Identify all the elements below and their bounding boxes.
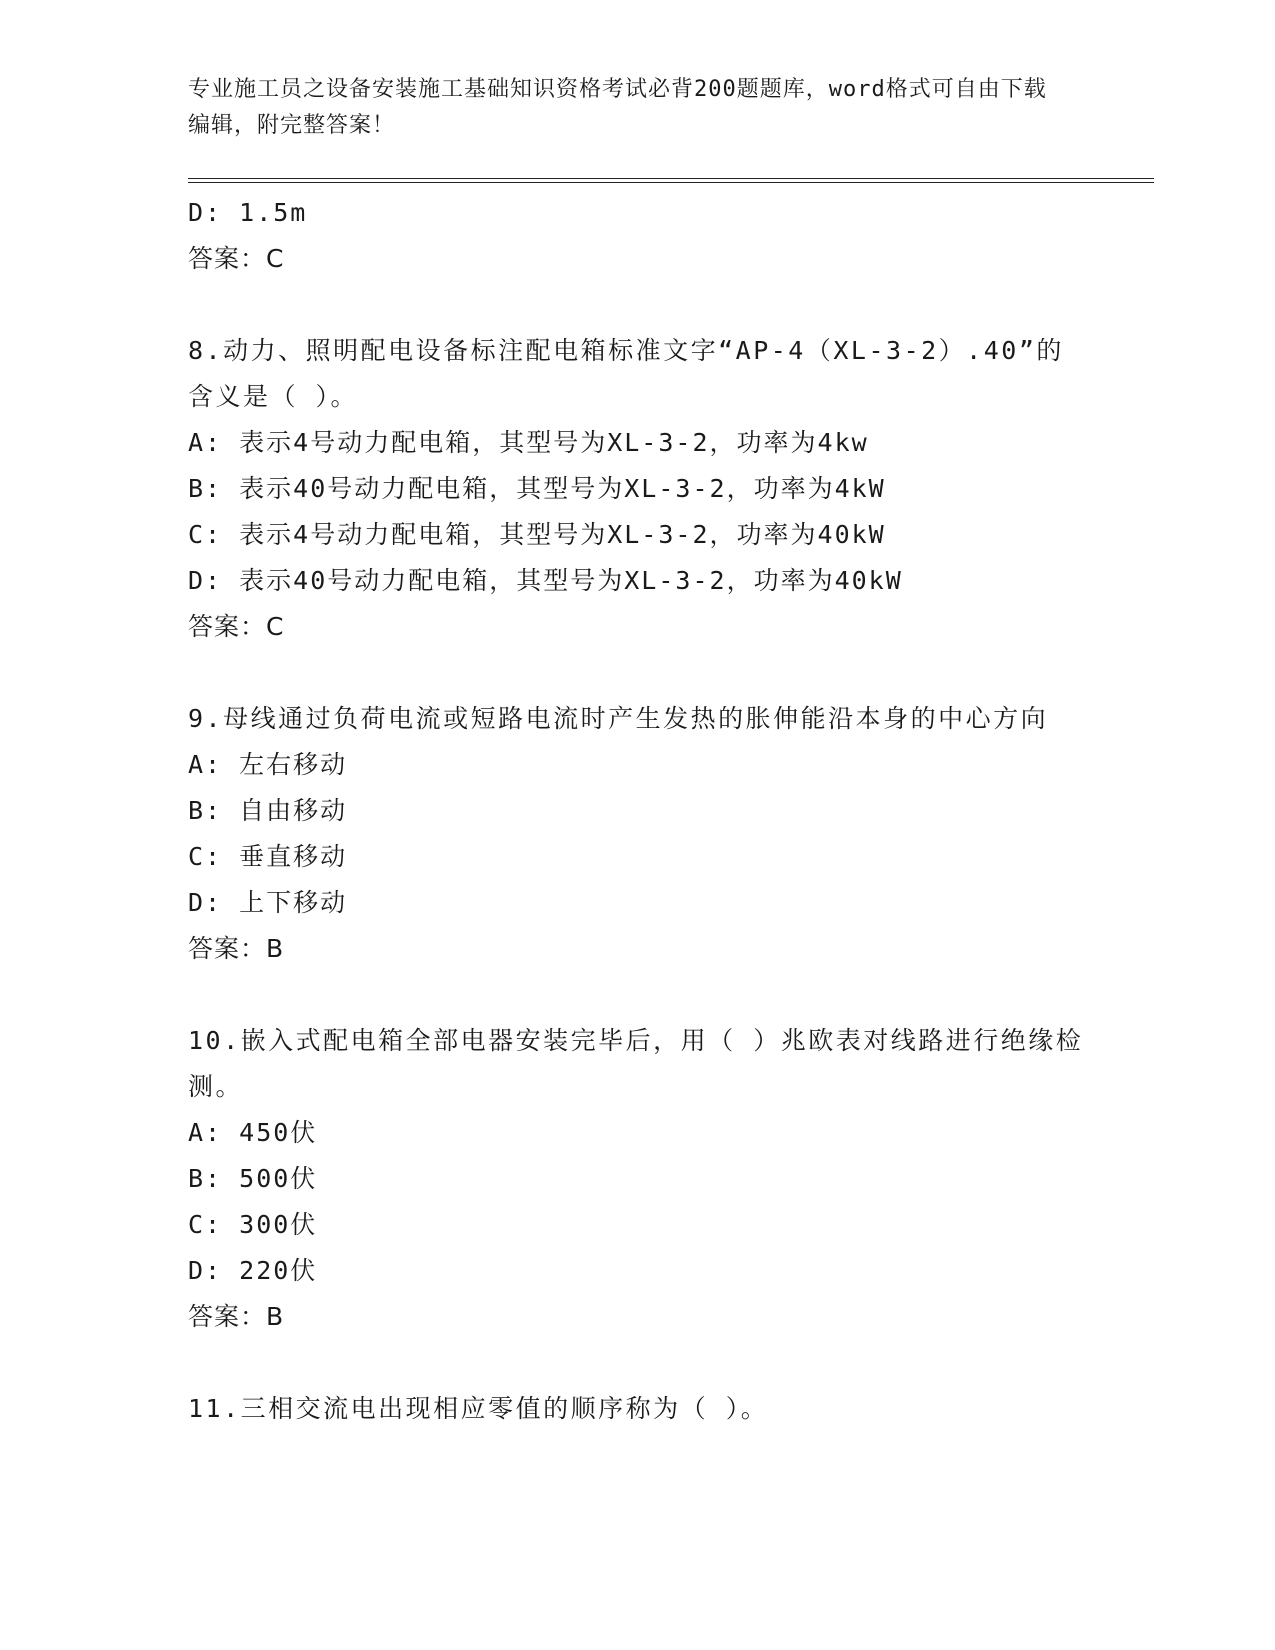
option-c: C: 垂直移动 <box>188 842 348 871</box>
option-d: D: 220伏 <box>188 1256 318 1285</box>
document-body <box>188 190 1088 1432</box>
header-divider <box>188 178 1154 183</box>
question-stem: 11.三相交流电出现相应零值的顺序称为（ ）。 <box>188 1394 769 1423</box>
question-stem: 8.动力、照明配电设备标注配电箱标准文字“AP-4（XL-3-2）.40”的含义是（ ）。 <box>188 336 1064 411</box>
spacer <box>188 972 1088 1018</box>
option-b: B: 自由移动 <box>188 796 348 825</box>
page-header: 专业施工员之设备安装施工基础知识资格考试必背200题题库，word格式可自由下载编辑，附完整答案！ <box>188 77 1047 138</box>
question-8 <box>188 328 1088 650</box>
option-a: A: 左右移动 <box>188 750 348 779</box>
option-d: D: 上下移动 <box>188 888 348 917</box>
spacer <box>188 1340 1088 1386</box>
spacer <box>188 282 1088 328</box>
prev-option-d: D: 1.5m <box>188 198 308 227</box>
option-c: C: 表示4号动力配电箱，其型号为XL-3-2，功率为40kW <box>188 520 886 549</box>
option-b: B: 500伏 <box>188 1164 318 1193</box>
question-9 <box>188 696 1088 972</box>
option-b: B: 表示40号动力配电箱，其型号为XL-3-2，功率为4kW <box>188 474 886 503</box>
question-stem: 10.嵌入式配电箱全部电器安装完毕后，用（ ）兆欧表对线路进行绝缘检测。 <box>188 1026 1084 1101</box>
question-10 <box>188 1018 1088 1340</box>
prev-answer: 答案：C <box>188 244 285 273</box>
answer: 答案：B <box>188 1302 285 1331</box>
option-d: D: 表示40号动力配电箱，其型号为XL-3-2，功率为40kW <box>188 566 903 595</box>
question-stem: 9.母线通过负荷电流或短路电流时产生发热的胀伸能沿本身的中心方向 <box>188 704 1049 733</box>
spacer <box>188 650 1088 696</box>
option-a: A: 450伏 <box>188 1118 318 1147</box>
option-a: A: 表示4号动力配电箱，其型号为XL-3-2，功率为4kw <box>188 428 869 457</box>
answer: 答案：C <box>188 612 285 641</box>
question-11 <box>188 1386 1088 1432</box>
option-c: C: 300伏 <box>188 1210 318 1239</box>
answer: 答案：B <box>188 934 285 963</box>
